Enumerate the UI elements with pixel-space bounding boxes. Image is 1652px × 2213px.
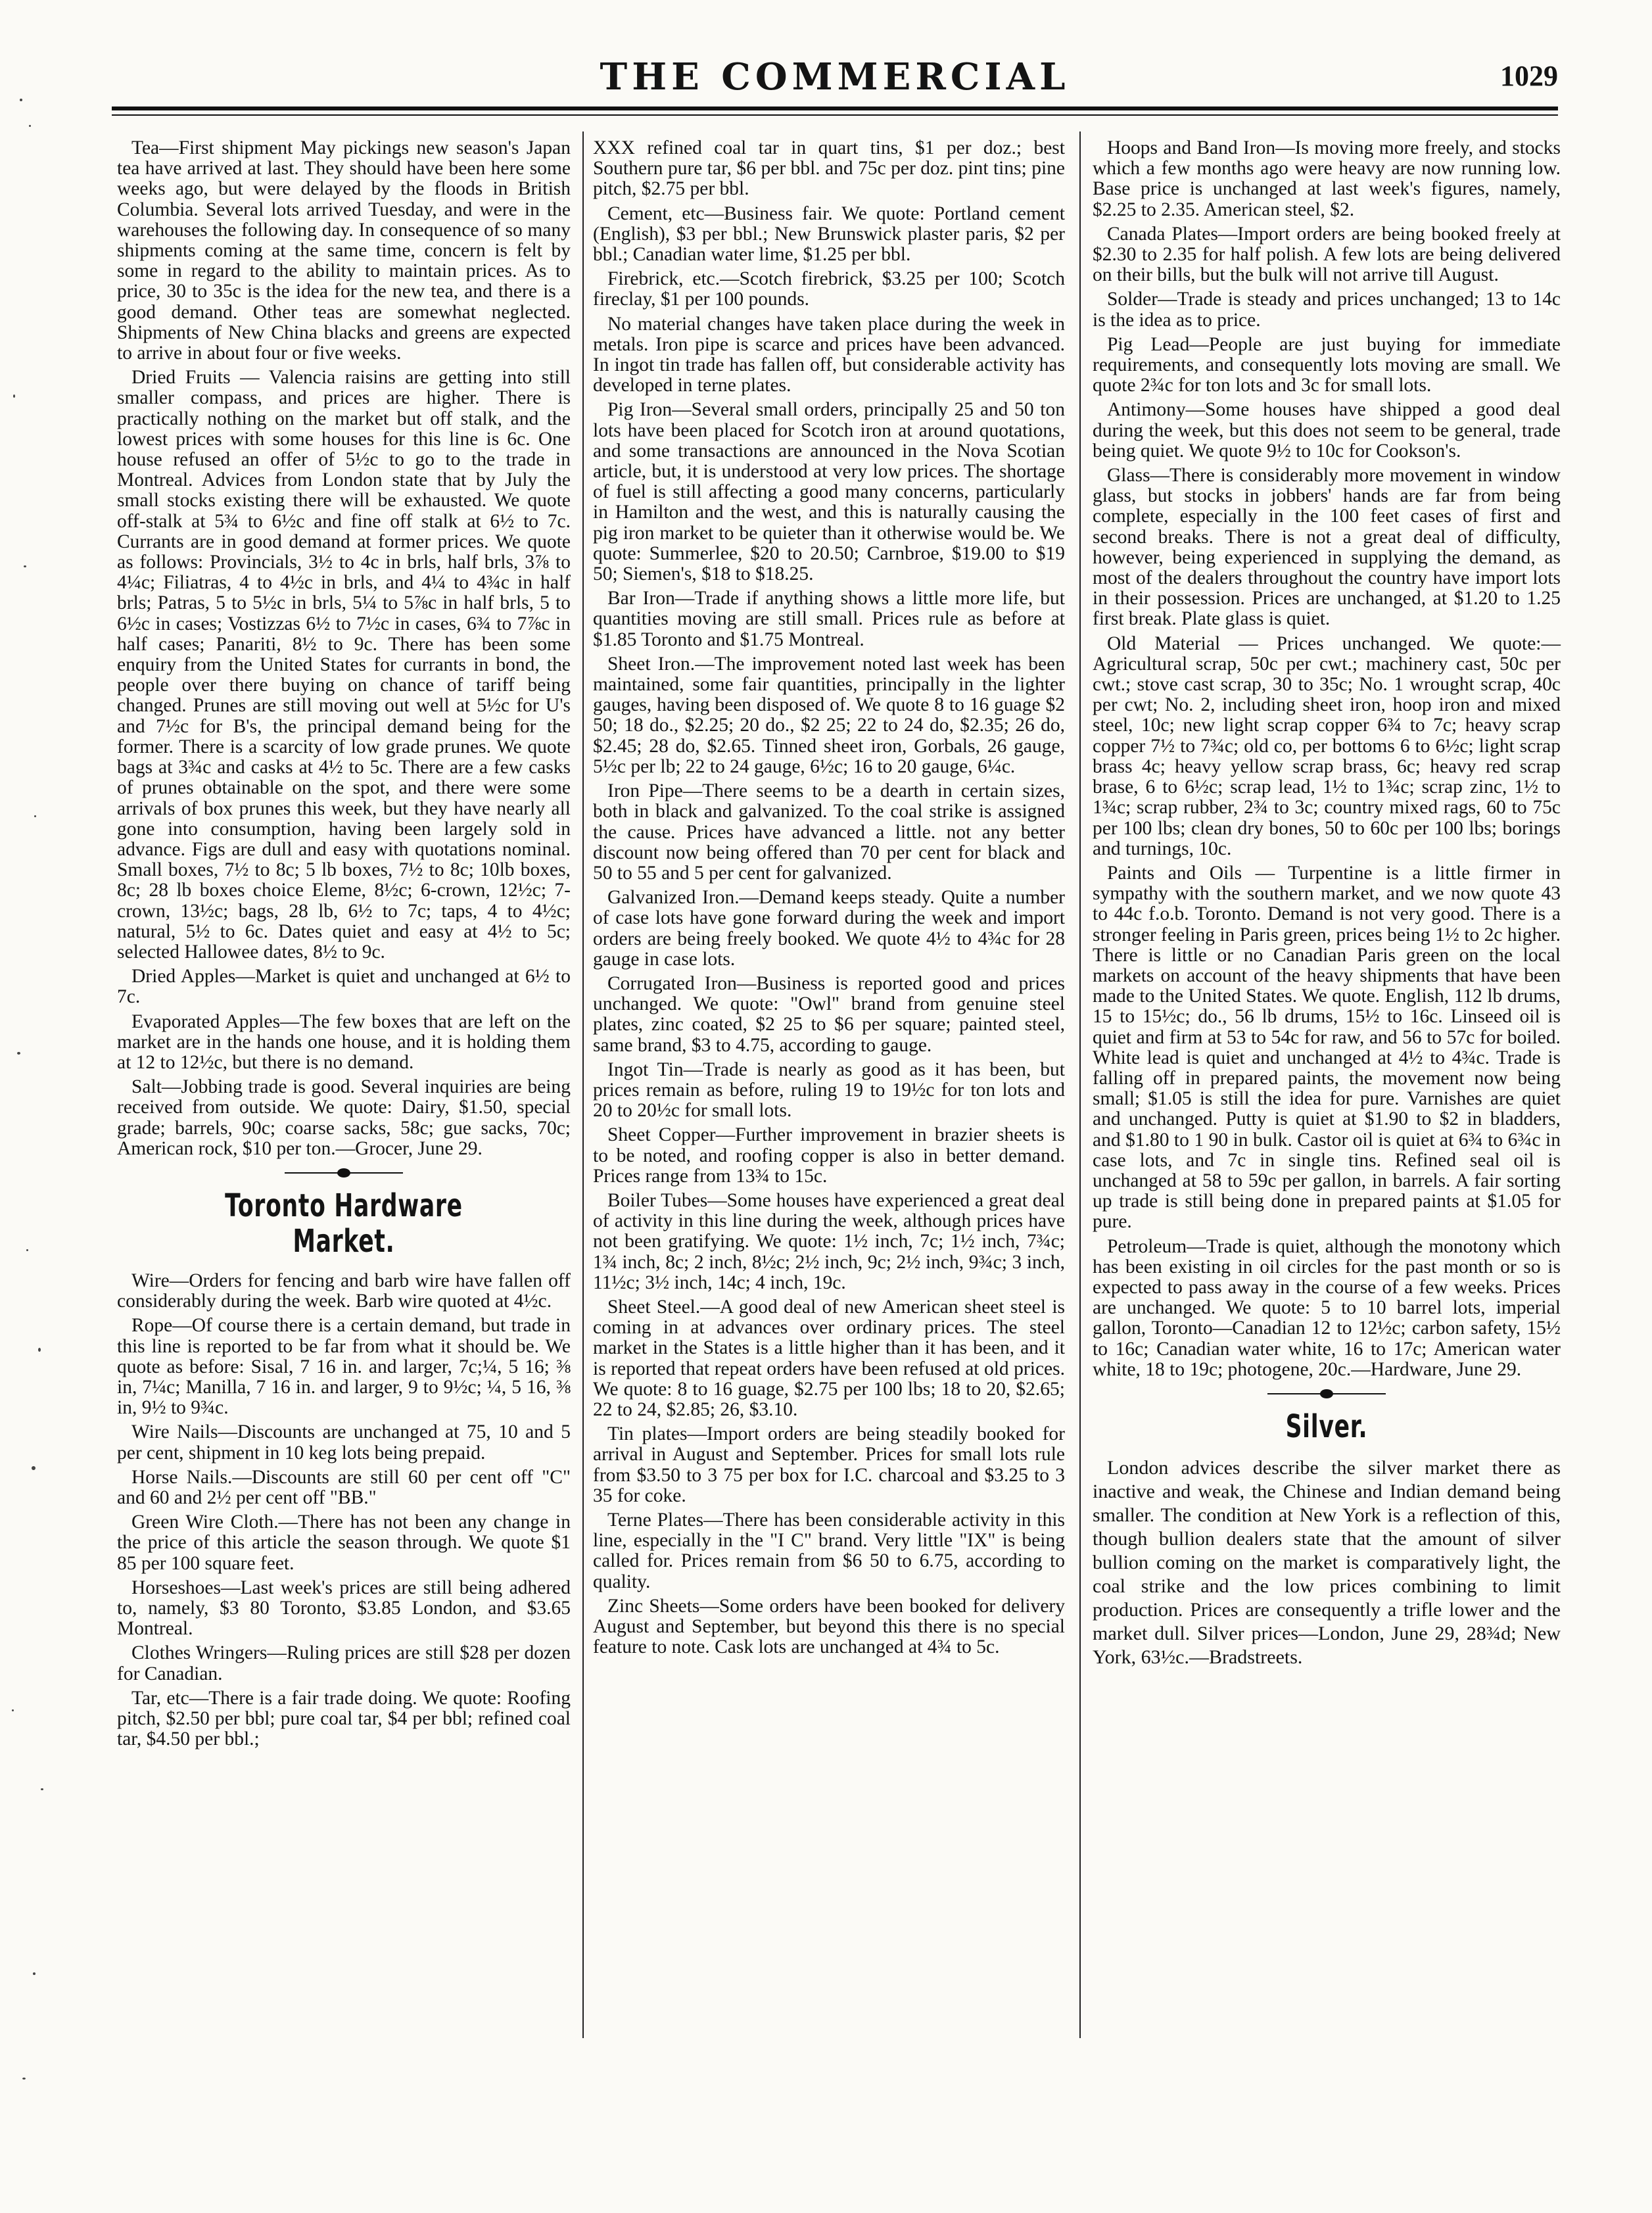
paragraph-terne-plates: Terne Plates—There has been considerable activity in this line, especially in the "I C" brand. Very little "IX" is being called for. Prices remain from $6 50 to 6.75, according to quality.	[593, 1510, 1065, 1592]
header-rule-thick	[112, 107, 1558, 110]
paragraph-green-wire: Green Wire Cloth.—There has not been any change in the price of this article the season through. We quote $1 85 per 100 square feet.	[117, 1511, 571, 1574]
paragraph-boiler-tubes: Boiler Tubes—Some houses have experienced a great deal of activity in this line during the week, although prices have not been gratifying. We quote: 1½ inch, 7c; 1½ inch, 7¾c; 1¾ inch, 8c; 2 inch, 8½c; 2½ inch, 9c; 2½ inch, 9¾c; 3 inch, 11½c; 3½ inch, 14c; 4 inch, 19c.	[593, 1189, 1065, 1293]
paragraph-tea: Tea—First shipment May pickings new season's Japan tea have arrived at last. They should have been here some weeks ago, but were delayed by the floods in British Columbia. Several lots arrived Tuesday, and were in the warehouses the following day. In consequence of so many shipments coming at the same time, concern is felt by some in regard to the ability to maintain prices. As to price, 30 to 35c is the idea for the new tea, and there is a good demand. Other teas are somewhat neglected. Shipments of New China blacks and greens are expected to arrive in about four or five weeks.	[117, 137, 571, 364]
paragraph-rope: Rope—Of course there is a certain demand, but trade in this line is reported to be far from what it should be. We quote as before: Sisal, 7 16 in. and larger, 7c;¼, 5 16; ⅜ in, 7¼c; Manilla, 7 16 in. and larger, 9 to 9½c; ¼, 5 16, ⅜ in, 9½ to 9¾c.	[117, 1315, 571, 1419]
paragraph-sheet-copper: Sheet Copper—Further improvement in brazier sheets is to be noted, and roofing copper is also in better demand. Prices range from 13¾ to 15c.	[593, 1124, 1065, 1187]
column-2	[593, 138, 1065, 1661]
paragraph-clothes-wringers: Clothes Wringers—Ruling prices are still $28 per dozen for Canadian.	[117, 1642, 571, 1684]
paragraph-horseshoes: Horseshoes—Last week's prices are still being adhered to, namely, $3 80 Toronto, $3.85 London, and $3.65 Montreal.	[117, 1577, 571, 1640]
paragraph-tin-plates: Tin plates—Import orders are being steadily booked for arrival in August and September. Prices for small lots rule from $3.50 to 3 75 per box for I.C. charcoal and $3.25 to 3 35 for coke.	[593, 1423, 1065, 1506]
paragraph-salt: Salt—Jobbing trade is good. Several inquiries are being received from outside. We quote: Dairy, $1.50, special grade; barrels, 90c; coarse sacks, 58c; gue sacks, 70c; American rock, $10 per ton.—Grocer, June 29.	[117, 1076, 571, 1159]
paragraph-hoops-band-iron: Hoops and Band Iron—Is moving more freely, and stocks which a few months ago were heavy are now running low. Base price is unchanged at last week's figures, namely, $2.25 to 2.35. American steel, $2.	[1093, 137, 1561, 220]
paragraph-dried-fruits: Dried Fruits — Valencia raisins are getting into still smaller compass, and prices are higher. There is practically nothing on the market but off stalk, and the lowest prices with some houses for this line is 6c. One house refused an offer of 5½c to go to the trade in Montreal. Advices from London state that by July the small stocks existing there will be exhausted. We quote off-stalk at 5¾ to 6½c and fine off stalk at 6½ to 7c. Currants are in good demand at former prices. We quote as follows: Provincials, 3½ to 4c in brls, half brls, 3⅞ to 4¼c; Filiatras, 4 to 4½c in brls, and 4¼ to 4¾c in half brls; Patras, 5 to 5½c in brls, 5¼ to 5⅞c in half brls, 5 to 6½c in cases; Vostizzas 6½ to 7½c in cases, 6¾ to 7⅞c in half cases; Panariti, 8½ to 9c. There has been some enquiry from the United States for currants in bond, the people over there buying on chance of tariff being changed. Prunes are still moving out well at 5½c for U's and 7½c for B's, the principal demand being for the former. There is a scarcity of low grade prunes. We quote bags at 3¾c and casks at 4½ to 5c. There are a few casks of prunes obtainable on the spot, and there were some arrivals of box prunes this week, but they have nearly all gone into consumption, having been largely sold in advance. Figs are dull and easy with quotations nominal. Small boxes, 7½ to 8c; 5 lb boxes, 7½ to 8c; 10lb boxes, 8c; 28 lb boxes choice Eleme, 8½c; 6-crown, 12½c; 7-crown, 13½c; bags, 28 lb, 6½ to 7c; taps, 4 to 4½c; natural, 5½ to 6c. Dates quiet and easy at 4½ to 5c; selected Hallowee dates, 8½ to 9c.	[117, 367, 571, 963]
column-divider	[1079, 131, 1081, 2038]
paragraph-cement: Cement, etc—Business fair. We quote: Portland cement (English), $3 per bbl.; New Brunswick plaster paris, $2 per bbl.; Canadian water lime, $1.25 per bbl.	[593, 202, 1065, 266]
paragraph-pig-iron: Pig Iron—Several small orders, principally 25 and 50 ton lots have been placed for Scotch iron at around quotations, and some transactions are announced in the Nova Scotian article, but, it is understood at very low prices. The shortage of fuel is still affecting a good many concerns, particularly in Hamilton and the west, and this is naturally causing the pig iron market to be quieter than it otherwise would be. We quote: Summerlee, $20 to 20.50; Carnbroe, $19.00 to $19 50; Siemen's, $18 to $18.25.	[593, 399, 1065, 585]
page-number: 1029	[1500, 60, 1558, 92]
paragraph-xxx-tar: XXX refined coal tar in quart tins, $1 per doz.; best Southern pure tar, $6 per bbl. and 75c per doz. pint tins; pine pitch, $2.75 per bbl.	[593, 137, 1065, 200]
paragraph-horse-nails: Horse Nails.—Discounts are still 60 per cent off "C" and 60 and 2½ per cent off "BB."	[117, 1466, 571, 1508]
paragraph-sheet-steel: Sheet Steel.—A good deal of new American sheet steel is coming in at advances over ordinary prices. The steel market in the States is a little higher than it has been, and it is reported that repeat orders have been refused at old prices. We quote: 8 to 16 guage, $2.75 per 100 lbs; 18 to 20, $2.65; 22 to 24, $2.85; 26, $3.10.	[593, 1296, 1065, 1420]
heading-toronto-hardware: Toronto Hardware Market.	[225, 1187, 463, 1260]
paragraph-paints-oils: Paints and Oils — Turpentine is a little firmer in sympathy with the southern market, and we now quote 43 to 44c f.o.b. Toronto. Demand is not very good. There is a stronger feeling in Paris green, prices being 1½ to 2c higher. There is little or no Canadian Paris green on the local markets on account of the heavy shipments that have been made to the United States. We quote. English, 112 lb drums, 15 to 15½c; do., 56 lb drums, 15½ to 16c. Linseed oil is quiet and firm at 53 to 54c for raw, and 56 to 57c for boiled. White lead is quiet and unchanged at 4½ to 4¾c. Trade is falling off in prepared paints, the movement now being small; $1.05 is still the idea for pure. Varnishes are quiet and unchanged. Putty is quiet at $1.90 to $2 in bladders, and $1.80 to 1 90 in bulk. Castor oil is quiet at 6¾ to 6¾c in case lots, and 7c in single tins. Refined seal oil is unchanged at 58 to 59c per gallon, in barrels. A fair sorting up trade is still being done in prepared paints at $1.05 for pure.	[1093, 862, 1561, 1233]
margin-specks	[0, 0, 53, 2213]
column-divider	[582, 131, 584, 2038]
header-rule-thin	[112, 114, 1558, 116]
paragraph-silver: London advices describe the silver market there as inactive and weak, the Chinese and Indian demand being smaller. The condition at New York is a reflection of this, though bullion dealers state that the amount of silver bullion coming on the market is comparatively light, the coal strike and the low prices combining to limit production. Prices are consequently a trifle lower and the market dull. Silver prices—London, June 29, 28¾d; New York, 63½c.—Bradstreets.	[1093, 1456, 1561, 1668]
paragraph-canada-plates: Canada Plates—Import orders are being booked freely at $2.30 to 2.35 for half polish. A few lots are being delivered on their bills, but the bulk will not arrive till August.	[1093, 223, 1561, 286]
paragraph-glass: Glass—There is considerably more movement in window glass, but stocks in jobbers' hands are far from being complete, especially in the 100 feet cases of first and second breaks. There is not a great deal of difficulty, however, being experienced in supplying the demand, as most of the dealers throughout the country have import lots in their possession. Prices are unchanged, at $1.20 to 1.25 first break. Plate glass is quiet.	[1093, 465, 1561, 630]
paragraph-antimony: Antimony—Some houses have shipped a good deal during the week, but this does not seem to be general, trade being quiet. We quote 9½ to 10c for Cookson's.	[1093, 399, 1561, 462]
column-3	[1093, 138, 1561, 1673]
paragraph-dried-apples: Dried Apples—Market is quiet and unchanged at 6½ to 7c.	[117, 966, 571, 1008]
publication-title: THE COMMERCIAL	[600, 55, 1070, 99]
paragraph-metals-summary: No material changes have taken place during the week in metals. Iron pipe is scarce and prices have been advanced. In ingot tin trade has fallen off, but considerable activity has developed in terne plates.	[593, 313, 1065, 396]
paragraph-wire-nails: Wire Nails—Discounts are unchanged at 75, 10 and 5 per cent, shipment in 10 keg lots being prepaid.	[117, 1421, 571, 1463]
heading-silver: Silver.	[1285, 1408, 1368, 1445]
paragraph-old-material: Old Material — Prices unchanged. We quote:—Agricultural scrap, 50c per cwt.; machinery cast, 50c per cwt.; stove cast scrap, 30 to 35c; No. 1 wrought scrap, 40c per cwt; No. 2, including sheet iron, hoop iron and mixed steel, 10c; new light scrap copper 6¾ to 7c; heavy scrap copper 7½ to 7¾c; old co, per bottoms 6 to 6½c; light scrap brass 4c; heavy yellow scrap brass, 6c; heavy red scrap brase, 6 to 6½c; scrap lead, 1½ to 1¾c; scrap zinc, 1½ to 1¾c; scrap rubber, 2¾ to 3c; country mixed rags, 60 to 75c per 100 lbs; clean dry bones, 50 to 60c per 100 lbs; borings and turnings, 10c.	[1093, 632, 1561, 859]
paragraph-wire: Wire—Orders for fencing and barb wire have fallen off considerably during the week. Barb wire quoted at 4½c.	[117, 1270, 571, 1312]
paragraph-zinc-sheets: Zinc Sheets—Some orders have been booked for delivery August and September, but beyond this there is no special feature to note. Cask lots are unchanged at 4¾ to 5c.	[593, 1595, 1065, 1658]
paragraph-solder: Solder—Trade is steady and prices unchanged; 13 to 14c is the idea as to price.	[1093, 289, 1561, 331]
paragraph-evaporated-apples: Evaporated Apples—The few boxes that are left on the market are in the hands one house, and it is holding them at 12 to 12½c, but there is no demand.	[117, 1011, 571, 1073]
paragraph-tar: Tar, etc—There is a fair trade doing. We quote: Roofing pitch, $2.50 per bbl; pure coal tar, $4 per bbl; refined coal tar, $4.50 per bbl.;	[117, 1687, 571, 1750]
column-1	[117, 138, 571, 1753]
paragraph-firebrick: Firebrick, etc.—Scotch firebrick, $3.25 per 100; Scotch fireclay, $1 per 100 pounds.	[593, 268, 1065, 310]
paragraph-iron-pipe: Iron Pipe—There seems to be a dearth in certain sizes, both in black and galvanized. To the coal strike is assigned the cause. Prices have advanced a little. not any better discount now being offered than 70 per cent for black and 50 to 55 and 5 per cent for galvanized.	[593, 780, 1065, 884]
masthead	[112, 55, 1558, 101]
section-separator	[1267, 1389, 1386, 1398]
section-separator	[285, 1168, 403, 1178]
paragraph-pig-lead: Pig Lead—People are just buying for immediate requirements, and consequently lots moving are small. We quote 2¾c for ton lots and 3c for small lots.	[1093, 333, 1561, 396]
paragraph-bar-iron: Bar Iron—Trade if anything shows a little more life, but quantities moving are still small. Prices rule as before at $1.85 Toronto and $1.75 Montreal.	[593, 588, 1065, 650]
paragraph-ingot-tin: Ingot Tin—Trade is nearly as good as it has been, but prices remain as before, ruling 19 to 19½c for ton lots and 20 to 20½c for small lots.	[593, 1059, 1065, 1122]
paragraph-petroleum: Petroleum—Trade is quiet, although the monotony which has been existing in oil circles for the past month or so is expected to pass away in the course of a few weeks. Prices are unchanged. We quote: 5 to 10 barrel lots, imperial gallon, Toronto—Canadian 12 to 12½c; carbon safety, 15½ to 16c; Canadian water white, 16 to 17c; American water white, 18 to 19c; photogene, 20c.—Hardware, June 29.	[1093, 1235, 1561, 1380]
paragraph-sheet-iron: Sheet Iron.—The improvement noted last week has been maintained, some fair quantities, principally in the lighter gauges, having been disposed of. We quote 8 to 16 guage $2 50; 18 do., $2.25; 20 do., $2 25; 22 to 24 do, $2.35; 26 do, $2.45; 28 do, $2.65. Tinned sheet iron, Gorbals, 26 gauge, 5½c per lb; 22 to 24 gauge, 6½c; 16 to 20 gauge, 6¼c.	[593, 653, 1065, 777]
paragraph-galvanized-iron: Galvanized Iron.—Demand keeps steady. Quite a number of case lots have gone forward during the week and import orders are being freely booked. We quote 4½ to 4¾c for 28 gauge in case lots.	[593, 887, 1065, 970]
silver-article	[1093, 1456, 1561, 1669]
paragraph-corrugated-iron: Corrugated Iron—Business is reported good and prices unchanged. We quote: "Owl" brand from genuine steel plates, zinc coated, $2 25 to $6 per square; painted steel, same brand, $3 to 4.75, according to gauge.	[593, 972, 1065, 1056]
